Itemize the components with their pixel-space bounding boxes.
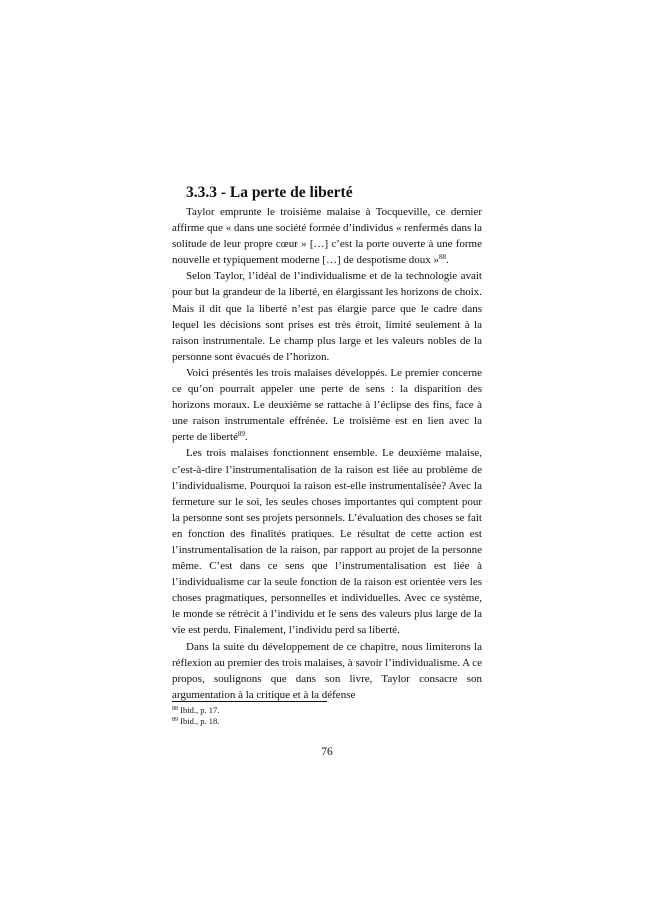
page-number: 76 <box>321 746 333 758</box>
paragraph-3-tail: . <box>244 431 248 444</box>
footnote-88 <box>172 705 482 716</box>
section-heading: 3.3.3 - La perte de liberté <box>186 184 353 201</box>
footnote-text: Ibid., p. 17. <box>180 705 220 715</box>
footnote-number: 89 <box>172 717 178 723</box>
book-page <box>172 0 482 920</box>
paragraph-2: Selon Taylor, l’idéal de l’individualisme et de la technologie avait pour but la grandeur de la liberté, en élargissant les horizons de choix. Mais il dit que la liberté n’est pas élargie parce que le cadre dans lequel les décisions sont prises est très étroit, limité seulement à la raison instrumentale. Le champ plus large et les valeurs nobles de la personne sont évacués de l’horizon. <box>172 270 482 363</box>
footnote-number: 88 <box>172 706 178 712</box>
footnote-ref-88: 88 <box>439 253 446 262</box>
footnote-89 <box>172 716 482 727</box>
paragraph-1-tail: . <box>446 254 449 267</box>
paragraph-4: Les trois malaises fonctionnent ensemble. Le deuxième malaise, c’est-à-dire l’instrumentalisation de la raison est liée au problème de l’individualisme. Pourquoi la raison est-elle instrumentalisée? Avec la fermeture sur le soi, les seules choses importantes qui comptent pour la personne sont ses projets personnels. L’évaluation des choses se fait en fonction des finalités pratiques. Le résultat de cette action est l’instrumentalisation de la raison, par rapport au projet de la personne même. C’est dans ce sens que l’instrumentalisation est liée à l’individualisme car la seule fonction de la raison est orientée vers les choses pragmatiques, personnelles et individuelles. Avec ce système, le monde se rétrécit à l’individu et le sens des valeurs plus large de la vie est perdu. Finalement, l’individu perd sa liberté. <box>172 447 482 637</box>
body-text <box>172 204 482 703</box>
footnote-text: Ibid., p. 18. <box>180 716 220 726</box>
paragraph-1-text: Taylor emprunte le troisième malaise à Tocqueville, ce dernier affirme que « dans une société formée d’individus « renfermés dans la solitude de leur propre cœur » […] c’est la porte ouverte à une forme nouvelle et typiquement moderne […] de despotisme doux » <box>172 206 482 267</box>
paragraph-1 <box>172 204 482 268</box>
footnote-ref-89: 89 <box>237 430 245 439</box>
footnote-separator <box>172 701 327 702</box>
paragraph-3 <box>172 365 482 445</box>
footnotes <box>172 705 482 727</box>
paragraph-3-text: Voici présentés les trois malaises développés. Le premier concerne ce qu’on pourrait appeler une perte de sens : la disparition des horizons moraux. Le deuxième se rattache à l’éclipse des fins, face à une raison instrumentale effrénée. Le troisième est en lien avec la perte de liberté <box>172 366 482 444</box>
paragraph-5: Dans la suite du développement de ce chapitre, nous limiterons la réflexion au premier des trois malaises, à savoir l’individualisme. A ce propos, soulignons que dans son livre, Taylor consacre son argumentation à la critique et à la défense <box>172 640 482 701</box>
